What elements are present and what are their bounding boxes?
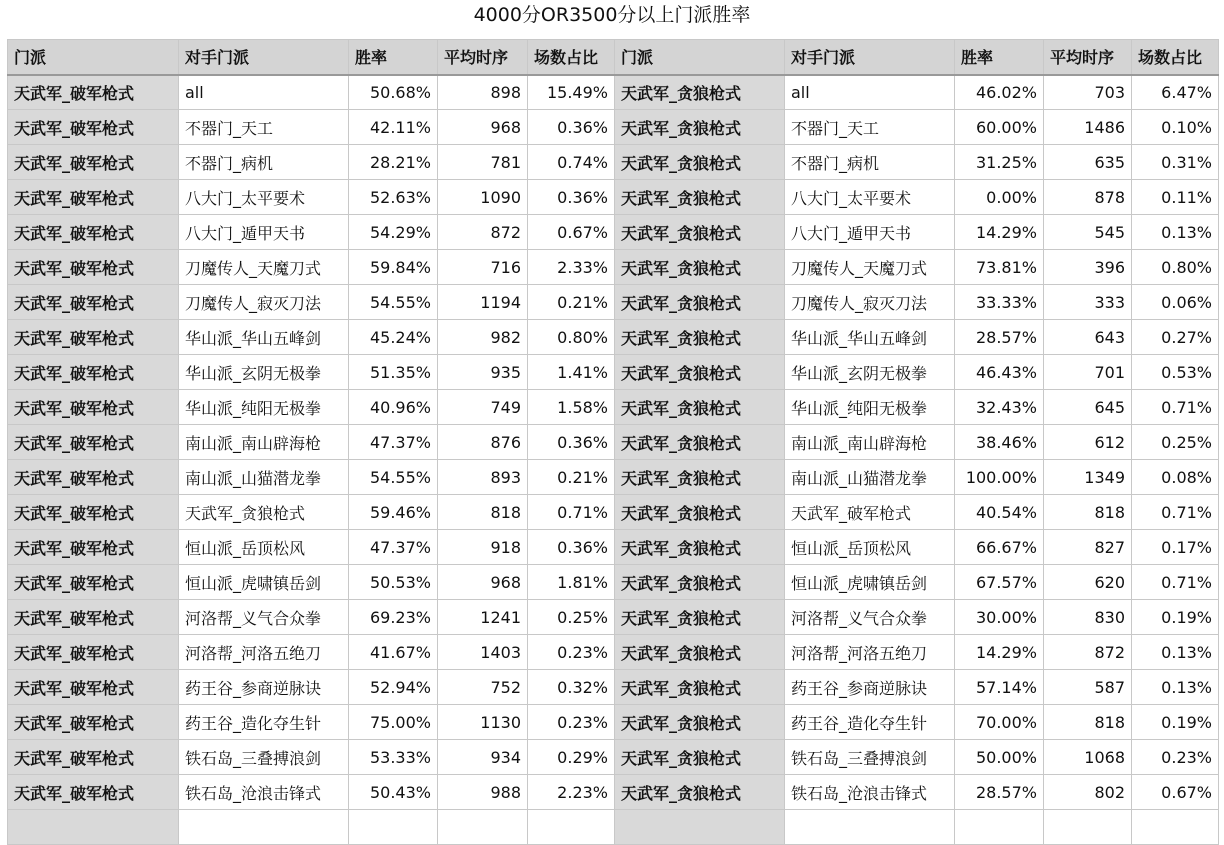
opponent-cell: 恒山派_岳顶松风 <box>179 530 349 565</box>
winrate-cell: 54.55% <box>349 285 438 320</box>
table-row <box>8 390 1219 425</box>
winrate-cell: 53.33% <box>349 740 438 775</box>
faction-cell: 天武军_破军枪式 <box>8 705 179 740</box>
avg-time-cell: 818 <box>1044 705 1132 740</box>
winrate-cell: 33.33% <box>955 285 1044 320</box>
match-share-cell: 0.17% <box>1132 530 1219 565</box>
winrate-cell: 51.35% <box>349 355 438 390</box>
opponent-cell: 刀魔传人_天魔刀式 <box>785 250 955 285</box>
match-share-cell: 0.29% <box>528 740 615 775</box>
avg-time-cell: 827 <box>1044 530 1132 565</box>
winrate-cell: 0.00% <box>955 180 1044 215</box>
opponent-cell: 药王谷_参商逆脉诀 <box>179 670 349 705</box>
avg-time-cell: 818 <box>1044 495 1132 530</box>
winrate-cell: 41.67% <box>349 635 438 670</box>
header-row <box>8 40 1219 75</box>
faction-cell: 天武军_破军枪式 <box>8 215 179 250</box>
match-share-cell: 1.81% <box>528 565 615 600</box>
faction-cell: 天武军_破军枪式 <box>8 390 179 425</box>
faction-cell: 天武军_破军枪式 <box>8 285 179 320</box>
match-share-cell: 0.32% <box>528 670 615 705</box>
opponent-cell: 药王谷_造化夺生针 <box>179 705 349 740</box>
winrate-cell: 42.11% <box>349 110 438 145</box>
table-row-partial <box>8 810 1219 845</box>
avg-time-cell: 1486 <box>1044 110 1132 145</box>
avg-time-cell: 968 <box>438 565 528 600</box>
faction-cell: 天武军_破军枪式 <box>8 180 179 215</box>
faction-cell: 天武军_贪狼枪式 <box>615 215 785 250</box>
avg-time-cell: 701 <box>1044 355 1132 390</box>
avg-time-cell: 878 <box>1044 180 1132 215</box>
match-share-cell: 0.13% <box>1132 635 1219 670</box>
avg-time-cell: 620 <box>1044 565 1132 600</box>
opponent-cell: 刀魔传人_寂灭刀法 <box>179 285 349 320</box>
winrate-cell: 100.00% <box>955 460 1044 495</box>
opponent-cell: 河洛帮_义气合众拳 <box>785 600 955 635</box>
match-share-cell: 0.67% <box>528 215 615 250</box>
faction-cell: 天武军_破军枪式 <box>8 670 179 705</box>
winrate-table <box>7 39 1219 845</box>
table-row <box>8 635 1219 670</box>
avg-time-cell: 802 <box>1044 775 1132 810</box>
avg-time-cell: 1403 <box>438 635 528 670</box>
table-row <box>8 110 1219 145</box>
match-share-cell: 0.80% <box>528 320 615 355</box>
opponent-cell: 不器门_天工 <box>179 110 349 145</box>
winrate-cell: 31.25% <box>955 145 1044 180</box>
faction-cell: 天武军_破军枪式 <box>8 425 179 460</box>
winrate-cell: 59.46% <box>349 495 438 530</box>
empty-cell <box>179 810 349 845</box>
match-share-cell: 0.36% <box>528 110 615 145</box>
table-row <box>8 355 1219 390</box>
avg-time-cell: 1068 <box>1044 740 1132 775</box>
opponent-cell: 河洛帮_河洛五绝刀 <box>179 635 349 670</box>
faction-cell: 天武军_贪狼枪式 <box>615 530 785 565</box>
faction-cell: 天武军_贪狼枪式 <box>615 250 785 285</box>
avg-time-cell: 988 <box>438 775 528 810</box>
match-share-cell: 0.19% <box>1132 600 1219 635</box>
faction-cell: 天武军_破军枪式 <box>8 775 179 810</box>
table-row <box>8 460 1219 495</box>
avg-time-cell: 749 <box>438 390 528 425</box>
faction-cell: 天武军_破军枪式 <box>8 600 179 635</box>
faction-cell: 天武军_贪狼枪式 <box>615 180 785 215</box>
avg-time-cell: 934 <box>438 740 528 775</box>
faction-cell: 天武军_贪狼枪式 <box>615 460 785 495</box>
winrate-cell: 66.67% <box>955 530 1044 565</box>
opponent-cell: 药王谷_参商逆脉诀 <box>785 670 955 705</box>
opponent-cell: 天武军_贪狼枪式 <box>179 495 349 530</box>
winrate-cell: 54.29% <box>349 215 438 250</box>
opponent-cell: 华山派_华山五峰剑 <box>179 320 349 355</box>
opponent-cell: 铁石岛_三叠搏浪剑 <box>785 740 955 775</box>
faction-cell: 天武军_贪狼枪式 <box>615 110 785 145</box>
col-header-winrate: 胜率 <box>349 40 438 75</box>
table-row <box>8 285 1219 320</box>
faction-cell: 天武军_贪狼枪式 <box>615 600 785 635</box>
winrate-cell: 59.84% <box>349 250 438 285</box>
avg-time-cell: 872 <box>1044 635 1132 670</box>
faction-cell: 天武军_破军枪式 <box>8 740 179 775</box>
match-share-cell: 0.19% <box>1132 705 1219 740</box>
table-row <box>8 320 1219 355</box>
col-header-winrate: 胜率 <box>955 40 1044 75</box>
match-share-cell: 0.71% <box>1132 390 1219 425</box>
opponent-cell: all <box>179 75 349 110</box>
match-share-cell: 0.53% <box>1132 355 1219 390</box>
opponent-cell: 不器门_天工 <box>785 110 955 145</box>
empty-cell <box>785 810 955 845</box>
faction-cell: 天武军_破军枪式 <box>8 530 179 565</box>
match-share-cell: 0.06% <box>1132 285 1219 320</box>
faction-cell: 天武军_破军枪式 <box>8 250 179 285</box>
match-share-cell: 0.80% <box>1132 250 1219 285</box>
col-header-match-share: 场数占比 <box>528 40 615 75</box>
match-share-cell: 0.23% <box>528 635 615 670</box>
match-share-cell: 0.71% <box>1132 565 1219 600</box>
winrate-cell: 57.14% <box>955 670 1044 705</box>
avg-time-cell: 396 <box>1044 250 1132 285</box>
opponent-cell: 河洛帮_河洛五绝刀 <box>785 635 955 670</box>
opponent-cell: 铁石岛_沧浪击锋式 <box>785 775 955 810</box>
col-header-opponent: 对手门派 <box>179 40 349 75</box>
faction-cell: 天武军_贪狼枪式 <box>615 495 785 530</box>
avg-time-cell: 703 <box>1044 75 1132 110</box>
opponent-cell: 药王谷_造化夺生针 <box>785 705 955 740</box>
winrate-cell: 28.57% <box>955 320 1044 355</box>
match-share-cell: 0.36% <box>528 180 615 215</box>
avg-time-cell: 818 <box>438 495 528 530</box>
opponent-cell: 八大门_太平要术 <box>179 180 349 215</box>
avg-time-cell: 1130 <box>438 705 528 740</box>
avg-time-cell: 918 <box>438 530 528 565</box>
col-header-match-share: 场数占比 <box>1132 40 1219 75</box>
empty-cell <box>349 810 438 845</box>
avg-time-cell: 612 <box>1044 425 1132 460</box>
avg-time-cell: 1349 <box>1044 460 1132 495</box>
avg-time-cell: 876 <box>438 425 528 460</box>
opponent-cell: 天武军_破军枪式 <box>785 495 955 530</box>
faction-cell: 天武军_破军枪式 <box>8 75 179 110</box>
opponent-cell: 不器门_病机 <box>179 145 349 180</box>
match-share-cell: 0.23% <box>528 705 615 740</box>
opponent-cell: 华山派_玄阴无极拳 <box>179 355 349 390</box>
match-share-cell: 0.13% <box>1132 215 1219 250</box>
faction-cell: 天武军_破军枪式 <box>8 110 179 145</box>
table-row <box>8 250 1219 285</box>
winrate-cell: 70.00% <box>955 705 1044 740</box>
match-share-cell: 0.23% <box>1132 740 1219 775</box>
match-share-cell: 1.41% <box>528 355 615 390</box>
opponent-cell: 恒山派_虎啸镇岳剑 <box>179 565 349 600</box>
avg-time-cell: 830 <box>1044 600 1132 635</box>
table-row <box>8 600 1219 635</box>
opponent-cell: all <box>785 75 955 110</box>
empty-cell <box>615 810 785 845</box>
table-row <box>8 705 1219 740</box>
faction-cell: 天武军_贪狼枪式 <box>615 565 785 600</box>
opponent-cell: 刀魔传人_天魔刀式 <box>179 250 349 285</box>
winrate-cell: 14.29% <box>955 635 1044 670</box>
faction-cell: 天武军_破军枪式 <box>8 495 179 530</box>
opponent-cell: 华山派_华山五峰剑 <box>785 320 955 355</box>
faction-cell: 天武军_贪狼枪式 <box>615 285 785 320</box>
faction-cell: 天武军_贪狼枪式 <box>615 775 785 810</box>
match-share-cell: 0.10% <box>1132 110 1219 145</box>
winrate-cell: 28.57% <box>955 775 1044 810</box>
match-share-cell: 0.74% <box>528 145 615 180</box>
avg-time-cell: 716 <box>438 250 528 285</box>
winrate-cell: 52.63% <box>349 180 438 215</box>
winrate-cell: 28.21% <box>349 145 438 180</box>
match-share-cell: 6.47% <box>1132 75 1219 110</box>
avg-time-cell: 752 <box>438 670 528 705</box>
faction-cell: 天武军_贪狼枪式 <box>615 705 785 740</box>
opponent-cell: 南山派_山猫潜龙拳 <box>179 460 349 495</box>
faction-cell: 天武军_贪狼枪式 <box>615 635 785 670</box>
avg-time-cell: 898 <box>438 75 528 110</box>
opponent-cell: 铁石岛_沧浪击锋式 <box>179 775 349 810</box>
avg-time-cell: 781 <box>438 145 528 180</box>
winrate-cell: 14.29% <box>955 215 1044 250</box>
avg-time-cell: 935 <box>438 355 528 390</box>
opponent-cell: 南山派_山猫潜龙拳 <box>785 460 955 495</box>
opponent-cell: 八大门_遁甲天书 <box>179 215 349 250</box>
avg-time-cell: 968 <box>438 110 528 145</box>
table-row <box>8 565 1219 600</box>
col-header-avg-time: 平均时序 <box>438 40 528 75</box>
faction-cell: 天武军_贪狼枪式 <box>615 740 785 775</box>
opponent-cell: 华山派_玄阴无极拳 <box>785 355 955 390</box>
opponent-cell: 八大门_遁甲天书 <box>785 215 955 250</box>
avg-time-cell: 872 <box>438 215 528 250</box>
winrate-cell: 50.68% <box>349 75 438 110</box>
winrate-cell: 75.00% <box>349 705 438 740</box>
table-row <box>8 215 1219 250</box>
opponent-cell: 铁石岛_三叠搏浪剑 <box>179 740 349 775</box>
match-share-cell: 2.33% <box>528 250 615 285</box>
col-header-avg-time: 平均时序 <box>1044 40 1132 75</box>
table-body <box>8 75 1219 845</box>
faction-cell: 天武军_破军枪式 <box>8 355 179 390</box>
match-share-cell: 0.21% <box>528 285 615 320</box>
match-share-cell: 0.13% <box>1132 670 1219 705</box>
table-row <box>8 670 1219 705</box>
opponent-cell: 华山派_纯阳无极拳 <box>785 390 955 425</box>
col-header-faction: 门派 <box>615 40 785 75</box>
avg-time-cell: 1090 <box>438 180 528 215</box>
faction-cell: 天武军_贪狼枪式 <box>615 390 785 425</box>
avg-time-cell: 587 <box>1044 670 1132 705</box>
match-share-cell: 0.36% <box>528 425 615 460</box>
faction-cell: 天武军_贪狼枪式 <box>615 320 785 355</box>
winrate-cell: 40.96% <box>349 390 438 425</box>
match-share-cell: 0.11% <box>1132 180 1219 215</box>
empty-cell <box>438 810 528 845</box>
empty-cell <box>528 810 615 845</box>
faction-cell: 天武军_破军枪式 <box>8 460 179 495</box>
avg-time-cell: 893 <box>438 460 528 495</box>
avg-time-cell: 333 <box>1044 285 1132 320</box>
match-share-cell: 2.23% <box>528 775 615 810</box>
page-title: 4000分OR3500分以上门派胜率 <box>473 4 751 26</box>
faction-cell: 天武军_贪狼枪式 <box>615 75 785 110</box>
match-share-cell: 0.27% <box>1132 320 1219 355</box>
faction-cell: 天武军_破军枪式 <box>8 145 179 180</box>
table-row <box>8 180 1219 215</box>
winrate-cell: 50.00% <box>955 740 1044 775</box>
empty-cell <box>1044 810 1132 845</box>
opponent-cell: 八大门_太平要术 <box>785 180 955 215</box>
col-header-opponent: 对手门派 <box>785 40 955 75</box>
winrate-cell: 38.46% <box>955 425 1044 460</box>
winrate-cell: 54.55% <box>349 460 438 495</box>
winrate-cell: 67.57% <box>955 565 1044 600</box>
winrate-cell: 32.43% <box>955 390 1044 425</box>
match-share-cell: 0.08% <box>1132 460 1219 495</box>
winrate-cell: 46.43% <box>955 355 1044 390</box>
faction-cell: 天武军_贪狼枪式 <box>615 425 785 460</box>
winrate-cell: 30.00% <box>955 600 1044 635</box>
winrate-cell: 47.37% <box>349 530 438 565</box>
opponent-cell: 恒山派_岳顶松风 <box>785 530 955 565</box>
table-row <box>8 740 1219 775</box>
faction-cell: 天武军_贪狼枪式 <box>615 145 785 180</box>
winrate-cell: 50.43% <box>349 775 438 810</box>
empty-cell <box>8 810 179 845</box>
faction-cell: 天武军_破军枪式 <box>8 320 179 355</box>
avg-time-cell: 545 <box>1044 215 1132 250</box>
match-share-cell: 0.67% <box>1132 775 1219 810</box>
faction-cell: 天武军_贪狼枪式 <box>615 355 785 390</box>
opponent-cell: 河洛帮_义气合众拳 <box>179 600 349 635</box>
winrate-cell: 73.81% <box>955 250 1044 285</box>
match-share-cell: 0.25% <box>1132 425 1219 460</box>
avg-time-cell: 982 <box>438 320 528 355</box>
winrate-cell: 60.00% <box>955 110 1044 145</box>
opponent-cell: 南山派_南山辟海枪 <box>785 425 955 460</box>
faction-cell: 天武军_破军枪式 <box>8 565 179 600</box>
opponent-cell: 华山派_纯阳无极拳 <box>179 390 349 425</box>
winrate-cell: 47.37% <box>349 425 438 460</box>
avg-time-cell: 643 <box>1044 320 1132 355</box>
table-row <box>8 145 1219 180</box>
empty-cell <box>1132 810 1219 845</box>
match-share-cell: 0.25% <box>528 600 615 635</box>
avg-time-cell: 635 <box>1044 145 1132 180</box>
avg-time-cell: 1241 <box>438 600 528 635</box>
opponent-cell: 恒山派_虎啸镇岳剑 <box>785 565 955 600</box>
opponent-cell: 刀魔传人_寂灭刀法 <box>785 285 955 320</box>
avg-time-cell: 645 <box>1044 390 1132 425</box>
faction-cell: 天武军_贪狼枪式 <box>615 670 785 705</box>
avg-time-cell: 1194 <box>438 285 528 320</box>
match-share-cell: 0.21% <box>528 460 615 495</box>
match-share-cell: 0.71% <box>1132 495 1219 530</box>
table-row <box>8 530 1219 565</box>
winrate-cell: 45.24% <box>349 320 438 355</box>
opponent-cell: 南山派_南山辟海枪 <box>179 425 349 460</box>
opponent-cell: 不器门_病机 <box>785 145 955 180</box>
match-share-cell: 0.71% <box>528 495 615 530</box>
winrate-cell: 50.53% <box>349 565 438 600</box>
match-share-cell: 0.31% <box>1132 145 1219 180</box>
table-row <box>8 495 1219 530</box>
winrate-cell: 52.94% <box>349 670 438 705</box>
table-row <box>8 775 1219 810</box>
empty-cell <box>955 810 1044 845</box>
winrate-cell: 46.02% <box>955 75 1044 110</box>
winrate-cell: 69.23% <box>349 600 438 635</box>
winrate-cell: 40.54% <box>955 495 1044 530</box>
faction-cell: 天武军_破军枪式 <box>8 635 179 670</box>
match-share-cell: 15.49% <box>528 75 615 110</box>
match-share-cell: 1.58% <box>528 390 615 425</box>
col-header-faction: 门派 <box>8 40 179 75</box>
match-share-cell: 0.36% <box>528 530 615 565</box>
table-row <box>8 425 1219 460</box>
table-row <box>8 75 1219 110</box>
